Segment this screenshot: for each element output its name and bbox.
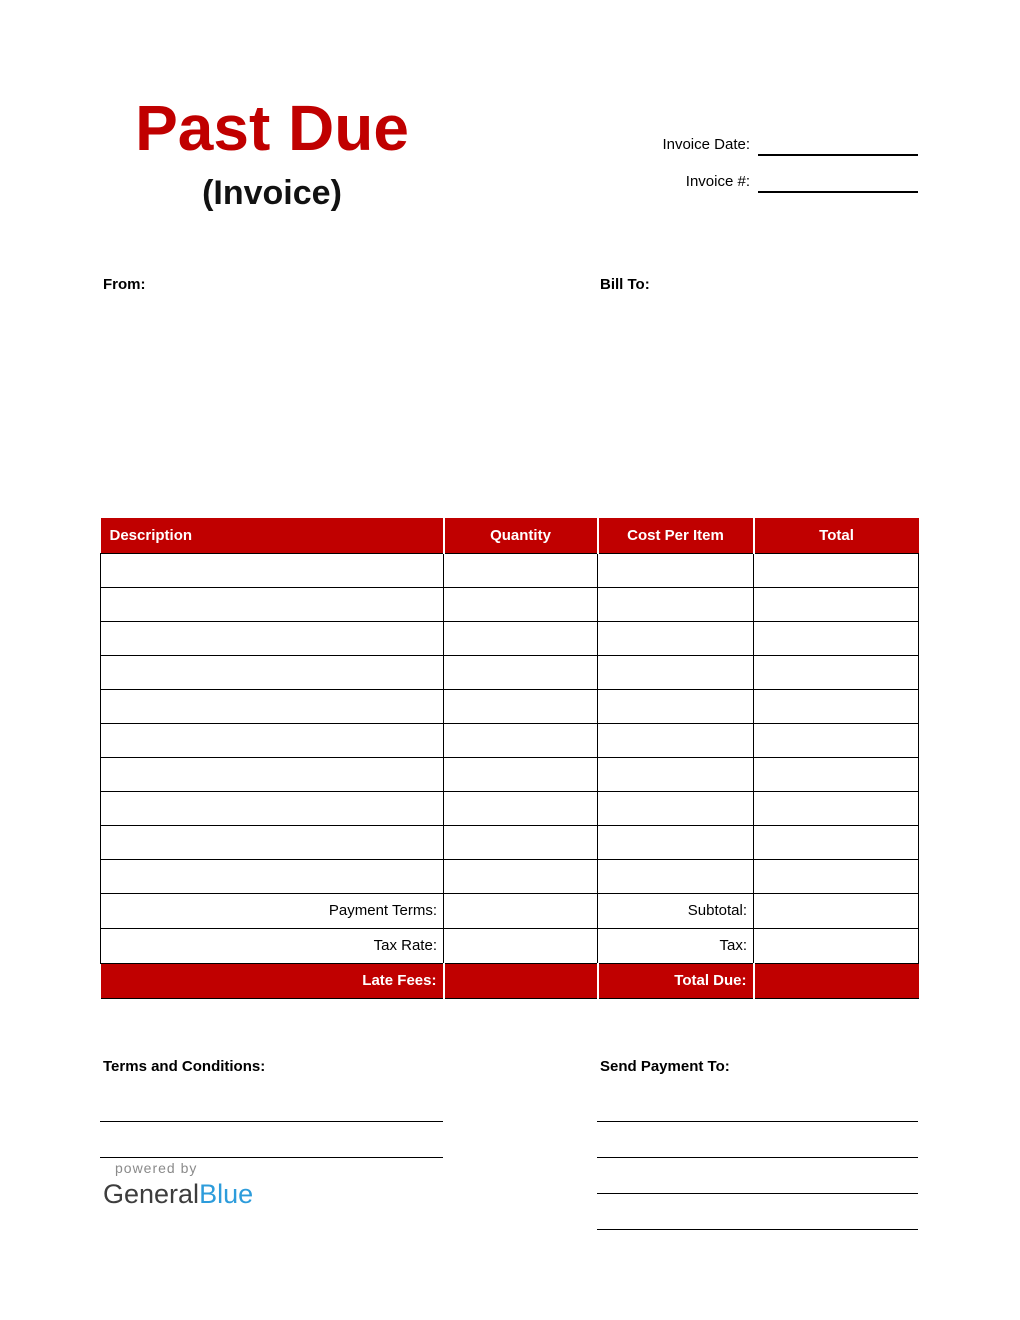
empty-cell[interactable] — [754, 553, 919, 587]
invoice-date-input-line[interactable] — [758, 136, 918, 156]
total-due-value-cell[interactable] — [754, 963, 919, 998]
empty-line-item-row — [101, 859, 919, 893]
empty-cell[interactable] — [101, 757, 444, 791]
late-fees-label: Late Fees: — [101, 963, 444, 998]
header-quantity: Quantity — [444, 518, 598, 553]
tax-rate-input-cell[interactable] — [444, 928, 598, 963]
empty-cell[interactable] — [444, 689, 598, 723]
empty-cell[interactable] — [754, 723, 919, 757]
tax-value-cell[interactable] — [754, 928, 919, 963]
empty-cell[interactable] — [444, 587, 598, 621]
generalblue-logo — [103, 1178, 253, 1210]
empty-cell[interactable] — [754, 859, 919, 893]
empty-cell[interactable] — [101, 689, 444, 723]
empty-line-item-row — [101, 689, 919, 723]
invoice-date-row — [578, 136, 918, 156]
empty-cell[interactable] — [754, 791, 919, 825]
empty-line-item-row — [101, 621, 919, 655]
empty-line-item-row — [101, 825, 919, 859]
empty-cell[interactable] — [754, 621, 919, 655]
empty-line-item-row — [101, 587, 919, 621]
empty-cell[interactable] — [754, 757, 919, 791]
empty-cell[interactable] — [598, 859, 754, 893]
empty-cell[interactable] — [444, 655, 598, 689]
bill-to-label: Bill To: — [600, 276, 650, 293]
payment-terms-row — [101, 893, 919, 928]
empty-cell[interactable] — [754, 587, 919, 621]
terms-fill-line[interactable] — [100, 1104, 443, 1122]
invoice-number-input-line[interactable] — [758, 173, 918, 193]
empty-cell[interactable] — [598, 655, 754, 689]
empty-cell[interactable] — [754, 655, 919, 689]
empty-cell[interactable] — [598, 689, 754, 723]
invoice-date-label: Invoice Date: — [662, 136, 750, 153]
tax-label: Tax: — [598, 928, 754, 963]
empty-cell[interactable] — [754, 825, 919, 859]
send-payment-fill-line[interactable] — [597, 1104, 918, 1122]
empty-line-item-row — [101, 655, 919, 689]
payment-terms-label: Payment Terms: — [101, 893, 444, 928]
from-label: From: — [103, 276, 146, 293]
empty-cell[interactable] — [598, 791, 754, 825]
empty-cell[interactable] — [444, 553, 598, 587]
tax-rate-row — [101, 928, 919, 963]
table-header-row — [101, 518, 919, 553]
empty-cell[interactable] — [598, 825, 754, 859]
empty-cell[interactable] — [444, 791, 598, 825]
terms-and-conditions-label: Terms and Conditions: — [103, 1058, 266, 1075]
send-payment-fill-lines — [597, 1104, 918, 1248]
empty-line-item-row — [101, 757, 919, 791]
brand-blue-text: Blue — [199, 1179, 254, 1209]
invoice-number-row — [578, 173, 918, 193]
send-payment-fill-line[interactable] — [597, 1212, 918, 1230]
send-payment-fill-line[interactable] — [597, 1176, 918, 1194]
empty-cell[interactable] — [598, 621, 754, 655]
empty-cell[interactable] — [754, 689, 919, 723]
empty-cell[interactable] — [598, 587, 754, 621]
title-block — [98, 92, 446, 213]
empty-cell[interactable] — [101, 723, 444, 757]
invoice-meta — [578, 136, 918, 210]
empty-line-item-row — [101, 791, 919, 825]
late-fees-input-cell[interactable] — [444, 963, 598, 998]
empty-cell[interactable] — [444, 757, 598, 791]
invoice-table-summary — [101, 893, 919, 998]
send-payment-fill-line[interactable] — [597, 1140, 918, 1158]
header-description: Description — [101, 518, 444, 553]
empty-cell[interactable] — [101, 859, 444, 893]
empty-cell[interactable] — [101, 791, 444, 825]
empty-cell[interactable] — [101, 655, 444, 689]
terms-fill-line[interactable] — [100, 1140, 443, 1158]
empty-cell[interactable] — [598, 723, 754, 757]
empty-cell[interactable] — [101, 553, 444, 587]
empty-cell[interactable] — [101, 587, 444, 621]
page-title: Past Due — [135, 92, 409, 164]
page-subtitle: (Invoice) — [202, 173, 342, 212]
empty-cell[interactable] — [444, 621, 598, 655]
brand-general-text: General — [103, 1179, 200, 1209]
empty-line-item-row — [101, 553, 919, 587]
invoice-number-label: Invoice #: — [685, 173, 750, 190]
header-cost-per-item: Cost Per Item — [598, 518, 754, 553]
late-fees-row — [101, 963, 919, 998]
subtotal-label: Subtotal: — [598, 893, 754, 928]
empty-cell[interactable] — [101, 825, 444, 859]
invoice-table — [100, 518, 919, 999]
empty-line-item-row — [101, 723, 919, 757]
header-total: Total — [754, 518, 919, 553]
brand-footer — [103, 1160, 253, 1210]
empty-cell[interactable] — [444, 723, 598, 757]
send-payment-to-label: Send Payment To: — [600, 1058, 730, 1075]
payment-terms-input-cell[interactable] — [444, 893, 598, 928]
empty-cell[interactable] — [598, 757, 754, 791]
total-due-label: Total Due: — [598, 963, 754, 998]
empty-cell[interactable] — [101, 621, 444, 655]
subtotal-value-cell[interactable] — [754, 893, 919, 928]
powered-by-text: powered by — [115, 1160, 198, 1176]
empty-cell[interactable] — [598, 553, 754, 587]
empty-cell[interactable] — [444, 859, 598, 893]
tax-rate-label: Tax Rate: — [101, 928, 444, 963]
empty-cell[interactable] — [444, 825, 598, 859]
invoice-table-body — [101, 553, 919, 893]
